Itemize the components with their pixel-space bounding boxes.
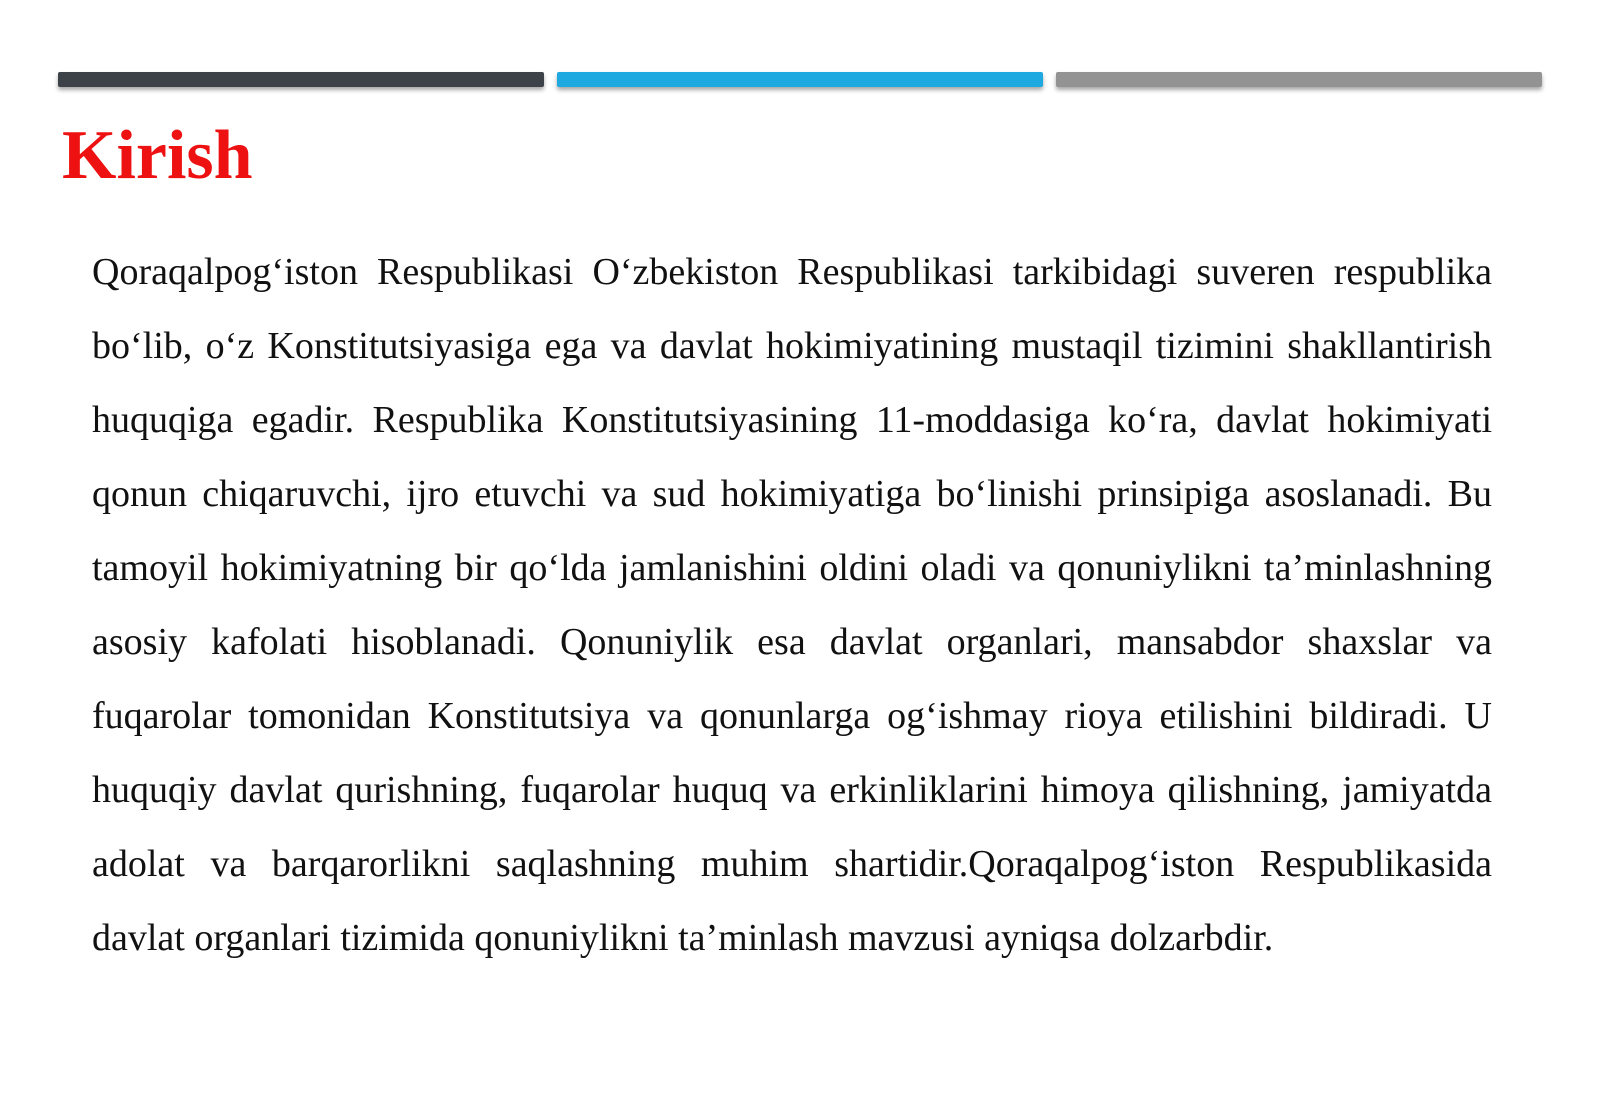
top-bar-blue bbox=[557, 72, 1043, 87]
slide-body-paragraph: Qoraqalpog‘iston Respublikasi O‘zbekiston Respublikasi tarkibidagi suveren respublika bo‘lib, o‘z Konstitutsiyasiga ega va davlat hokimiyatining mustaqil tizimini shakllantirish huquqiga egadir. Respublika Konstitutsiyasining 11-moddasiga ko‘ra, davlat hokimiyati qonun chiqaruvchi, ijro etuvchi va sud hokimiyatiga bo‘linishi prinsipiga asoslanadi. Bu tamoyil hokimiyatning bir qo‘lda jamlanishini oldini oladi va qonuniylikni ta’minlashning asosiy kafolati hisoblanadi. Qonuniylik esa davlat organlari, mansabdor shaxslar va fuqarolar tomonidan Konstitutsiya va qonunlarga og‘ishmay rioya etilishini bildiradi. U huquqiy davlat qurishning, fuqarolar huquq va erkinliklarini himoya qilishning, jamiyatda adolat va barqarorlikni saqlashning muhim shartidir.Qoraqalpog‘iston Respublikasida davlat organlari tizimida qonuniylikni ta’minlash mavzusi ayniqsa dolzarbdir. bbox=[92, 251, 1492, 959]
decorative-top-bars bbox=[58, 72, 1542, 90]
slide-title: Kirish bbox=[62, 117, 253, 194]
top-bar-dark bbox=[58, 72, 544, 87]
top-bar-gray bbox=[1056, 72, 1542, 87]
